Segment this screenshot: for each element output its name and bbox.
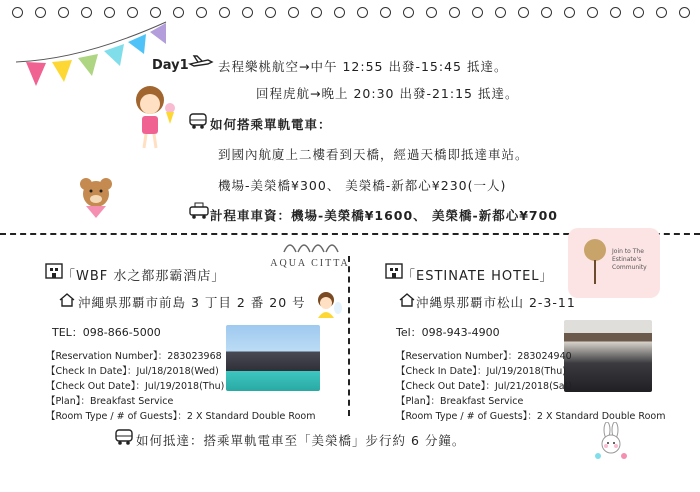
bunting-decoration xyxy=(14,14,174,89)
aqua-citta-logo: AQUA CITTA xyxy=(270,238,350,269)
house-icon xyxy=(398,292,416,312)
transit-fares-text: 機場-美榮橋¥300、 美榮橋-新都心¥230(一人) xyxy=(218,178,507,193)
transit-direction-text: 到國內航廈上二樓看到天橋，經過天橋即抵達車站。 xyxy=(218,147,529,162)
right-checkout-date: 【Check Out Date】：Jul/21/2018(Sat) xyxy=(396,381,573,392)
hotel-divider xyxy=(348,256,350,416)
right-plan: 【Plan】：Breakfast Service xyxy=(396,396,524,407)
fairy-illustration xyxy=(312,290,342,322)
house-icon xyxy=(58,292,76,312)
train-icon xyxy=(188,112,210,134)
footer-directions: 如何抵達：搭乘單軌電車至「美榮橋」步行約 6 分鐘。 xyxy=(136,433,466,448)
left-hotel-address: 沖繩県那覇市前島 3 丁目 2 番 20 号 xyxy=(78,295,306,310)
left-hotel-name: 「WBF 水之都那霸酒店」 xyxy=(62,269,226,284)
left-hotel-photo xyxy=(226,325,320,391)
taxi-icon xyxy=(188,202,210,224)
hotel-icon xyxy=(44,262,64,284)
left-room-type: 【Room Type / # of Guests】：2 X Standard Double Room xyxy=(46,411,316,422)
left-hotel-tel: TEL：098-866-5000 xyxy=(52,326,161,339)
right-hotel-name: 「ESTINATE HOTEL」 xyxy=(402,269,554,284)
girl-illustration xyxy=(128,84,178,154)
transit-heading: 如何搭乘單軌電車： xyxy=(210,117,332,132)
right-hotel-photo xyxy=(564,320,652,392)
bear-illustration xyxy=(78,176,114,220)
bunny-illustration xyxy=(592,422,632,462)
outbound-flight-text: 去程樂桃航空→中午 12:55 出發-15:45 抵達。 xyxy=(218,59,508,74)
hotel-icon xyxy=(384,262,404,284)
right-checkin-date: 【Check In Date】：Jul/19/2018(Thu) xyxy=(396,366,566,377)
left-checkin-date: 【Check In Date】：Jul/18/2018(Wed) xyxy=(46,366,219,377)
right-hotel-address: 沖縄県那覇市松山 2-3-11 xyxy=(416,295,576,310)
taxi-fare-text: 計程車車資：機場-美榮橋¥1600、 美榮橋-新都心¥700 xyxy=(210,208,559,223)
day-label: Day1 xyxy=(152,58,189,73)
estinate-logo: Join to The Estinate's Community xyxy=(568,228,660,298)
left-checkout-date: 【Check Out Date】：Jul/19/2018(Thu) xyxy=(46,381,225,392)
airplane-icon xyxy=(188,54,214,74)
left-reservation-number: 【Reservation Number】：283023968 xyxy=(46,351,222,362)
return-flight-text: 回程虎航→晚上 20:30 出發-21:15 抵達。 xyxy=(256,86,519,101)
right-reservation-number: 【Reservation Number】：283024940 xyxy=(396,351,572,362)
right-room-type: 【Room Type / # of Guests】：2 X Standard Double Room xyxy=(396,411,666,422)
left-plan: 【Plan】：Breakfast Service xyxy=(46,396,174,407)
right-hotel-tel: Tel：098-943-4900 xyxy=(396,326,500,339)
train-icon xyxy=(114,428,136,450)
